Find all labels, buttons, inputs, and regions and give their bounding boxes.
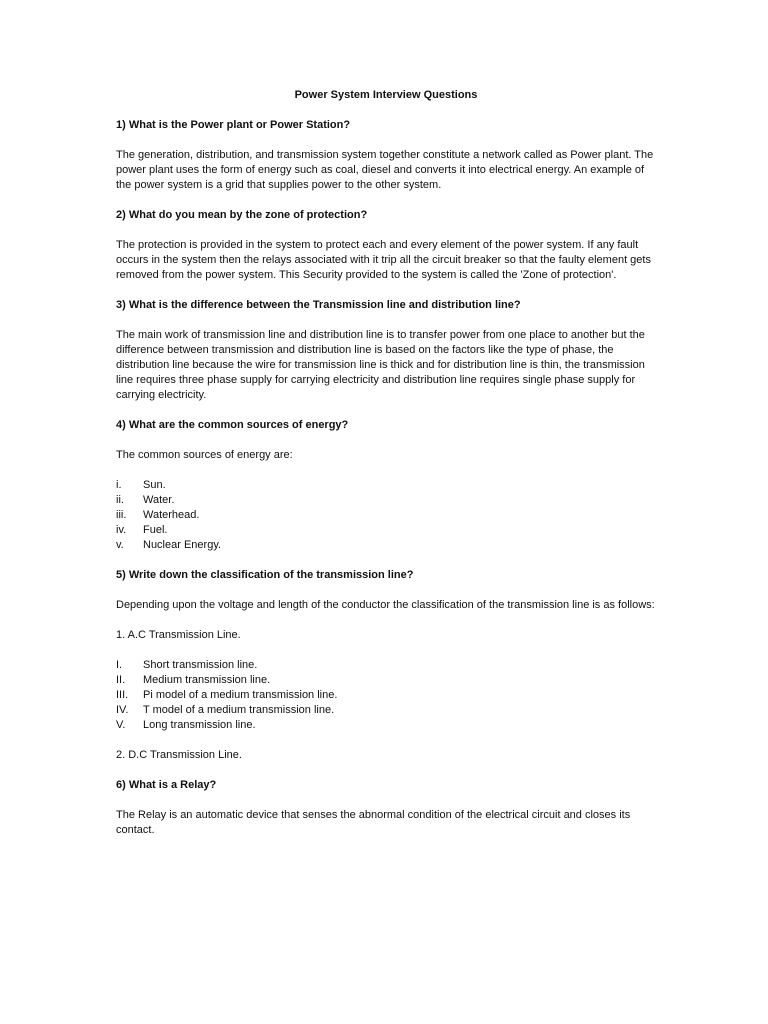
list-item-text: Fuel. <box>143 524 168 536</box>
list-item-text: Long transmission line. <box>143 719 256 731</box>
list-item-text: T model of a medium transmission line. <box>143 704 335 716</box>
question-2: 2) What do you mean by the zone of protection? <box>116 209 368 221</box>
list-item <box>116 703 656 718</box>
question-1: 1) What is the Power plant or Power Station? <box>116 119 351 131</box>
answer-2: The protection is provided in the system to protect each and every element of the power system. If any fault occurs in the system then the relays associated with it trip all the circuit breaker so that the faulty element gets removed from the power system. This Security provided to the system is called the 'Zone of protection'. <box>116 239 651 281</box>
list-item-number: IV. <box>116 704 129 716</box>
list-item-number: iv. <box>116 524 127 536</box>
question-5: 5) Write down the classification of the transmission line? <box>116 569 414 581</box>
transmission-line-list <box>116 658 656 733</box>
list-item <box>116 478 656 493</box>
list-item-number: ii. <box>116 494 124 506</box>
list-item-text: Waterhead. <box>143 509 200 521</box>
answer-1: The generation, distribution, and transmission system together constitute a network called as Power plant. The power plant uses the form of energy such as coal, diesel and converts it into electrical energy. An example of the power system is a grid that supplies power to the other system. <box>116 149 654 191</box>
list-item-number: V. <box>116 719 126 731</box>
list-item-number: II. <box>116 674 126 686</box>
list-item-number: v. <box>116 539 124 551</box>
list-item <box>116 538 656 553</box>
question-6: 6) What is a Relay? <box>116 779 217 791</box>
answer-6: The Relay is an automatic device that senses the abnormal condition of the electrical circuit and closes its contact. <box>116 809 631 836</box>
list-item-number: I. <box>116 659 123 671</box>
answer-3: The main work of transmission line and distribution line is to transfer power from one place to another but the difference between transmission and distribution line is based on the factors like the type of phase, the distribution line because the wire for transmission line is thick and for distribution line is thin, the transmission line requires three phase supply for carrying electricity and distribution line requires single phase supply for carrying electricity. <box>116 329 645 401</box>
list-item-text: Medium transmission line. <box>143 674 271 686</box>
list-item-text: Nuclear Energy. <box>143 539 222 551</box>
list-item <box>116 658 656 673</box>
list-item-number: III. <box>116 689 129 701</box>
list-item <box>116 493 656 508</box>
document-title: Power System Interview Questions <box>294 89 478 101</box>
list-item <box>116 523 656 538</box>
list-item-number: iii. <box>116 509 127 521</box>
list-item <box>116 688 656 703</box>
list-item-text: Water. <box>143 494 175 506</box>
list-item <box>116 673 656 688</box>
dc-transmission-heading: 2. D.C Transmission Line. <box>116 749 242 761</box>
list-item <box>116 508 656 523</box>
question-3: 3) What is the difference between the Transmission line and distribution line? <box>116 299 521 311</box>
list-item-text: Pi model of a medium transmission line. <box>143 689 338 701</box>
document-page <box>116 88 656 853</box>
answer-4-intro: The common sources of energy are: <box>116 449 293 461</box>
list-item <box>116 718 656 733</box>
ac-transmission-heading: 1. A.C Transmission Line. <box>116 629 241 641</box>
question-4: 4) What are the common sources of energy? <box>116 419 349 431</box>
energy-sources-list <box>116 478 656 553</box>
answer-5-intro: Depending upon the voltage and length of the conductor the classification of the transmission line is as follows: <box>116 599 655 611</box>
list-item-number: i. <box>116 479 122 491</box>
list-item-text: Short transmission line. <box>143 659 258 671</box>
list-item-text: Sun. <box>143 479 166 491</box>
